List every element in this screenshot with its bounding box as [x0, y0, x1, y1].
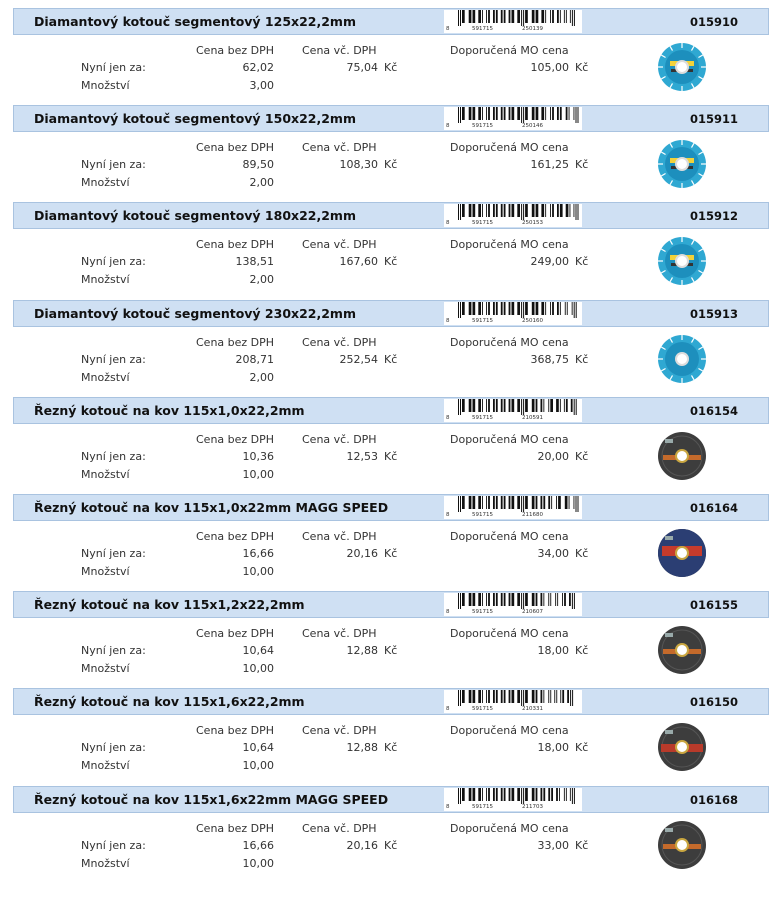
product-header: [13, 688, 769, 715]
product-item: [0, 486, 780, 583]
currency-label: Kč: [575, 255, 589, 269]
currency-label: Kč: [384, 61, 398, 74]
currency-label: Kč: [575, 644, 589, 658]
barcode-bars: [444, 496, 582, 512]
barcode-digits-left: 591715: [472, 512, 493, 518]
product-code: 016164: [689, 501, 738, 515]
barcode-bars: [444, 399, 582, 415]
now-only-label: Nyní jen za:: [81, 449, 146, 463]
product-image: [657, 139, 707, 189]
recommended-price-value: 105,00: [530, 61, 569, 74]
price-no-vat-value: 16,66: [242, 547, 274, 560]
price-vat-header: Cena vč. DPH: [302, 335, 377, 349]
price-vat-value: 75,04: [346, 61, 378, 74]
quantity-label: Množství: [81, 79, 130, 92]
price-no-vat-header: Cena bez DPH: [196, 238, 275, 252]
currency-label: Kč: [384, 352, 398, 366]
product-item: [0, 778, 780, 875]
barcode-digit-prefix: 8: [446, 26, 450, 32]
product-code: 015911: [689, 112, 738, 127]
product-item: [0, 0, 780, 97]
price-no-vat-value: 10,64: [242, 644, 274, 658]
barcode-digits-left: 591715: [472, 26, 493, 32]
recommended-price-value: 161,25: [530, 158, 569, 172]
product-header: [13, 105, 769, 132]
recommended-price-value: 249,00: [530, 255, 569, 269]
barcode-image: [444, 302, 582, 325]
barcode-digits-right: 211680: [522, 512, 543, 518]
barcode-digits-left: 591715: [472, 220, 493, 227]
recommended-price-header: Doporučená MO cena: [450, 238, 569, 252]
barcode-digit-prefix: 8: [446, 317, 450, 324]
product-header: [13, 494, 769, 521]
barcode-image: [444, 399, 582, 422]
quantity-value: 10,00: [242, 759, 274, 773]
price-vat-value: 20,16: [346, 547, 378, 560]
product-title: Řezný kotouč na kov 115x1,6x22,2mm: [34, 694, 305, 710]
barcode-image: [444, 593, 582, 616]
currency-label: Kč: [575, 547, 589, 560]
currency-label: Kč: [384, 644, 398, 658]
barcode-digits-left: 591715: [472, 803, 493, 810]
barcode-bars: [444, 690, 582, 706]
product-image: [657, 42, 707, 92]
now-only-label: Nyní jen za:: [81, 255, 146, 269]
currency-label: Kč: [575, 61, 589, 74]
price-no-vat-value: 208,71: [235, 352, 274, 366]
currency-label: Kč: [575, 838, 589, 852]
quantity-value: 10,00: [242, 662, 274, 676]
now-only-label: Nyní jen za:: [81, 158, 146, 172]
quantity-label: Množství: [81, 662, 130, 676]
now-only-label: Nyní jen za:: [81, 838, 146, 852]
price-vat-value: 12,53: [346, 449, 378, 463]
price-vat-value: 252,54: [339, 352, 378, 366]
product-image: [657, 820, 707, 870]
quantity-value: 10,00: [242, 565, 274, 578]
recommended-price-header: Doporučená MO cena: [450, 432, 569, 446]
quantity-label: Množství: [81, 370, 130, 384]
product-code: 016168: [689, 792, 738, 807]
price-vat-header: Cena vč. DPH: [302, 821, 377, 835]
currency-label: Kč: [575, 741, 589, 755]
price-no-vat-header: Cena bez DPH: [196, 821, 275, 835]
recommended-price-value: 18,00: [537, 644, 569, 658]
quantity-label: Množství: [81, 273, 130, 287]
price-no-vat-header: Cena bez DPH: [196, 432, 275, 446]
price-no-vat-header: Cena bez DPH: [196, 627, 275, 641]
barcode-digits-right: 250139: [522, 26, 543, 32]
barcode-digits-right: 210331: [522, 706, 543, 713]
barcode-bars: [444, 107, 582, 123]
barcode-digits-left: 591715: [472, 317, 493, 324]
product-item: [0, 194, 780, 291]
price-vat-value: 20,16: [346, 838, 378, 852]
recommended-price-header: Doporučená MO cena: [450, 141, 569, 155]
product-title: Diamantový kotouč segmentový 125x22,2mm: [34, 14, 356, 29]
recommended-price-header: Doporučená MO cena: [450, 335, 569, 349]
quantity-label: Množství: [81, 856, 130, 870]
barcode-bars: [444, 10, 582, 26]
product-header: [13, 591, 769, 618]
currency-label: Kč: [384, 741, 398, 755]
barcode-digits-right: 210607: [522, 609, 543, 616]
price-vat-header: Cena vč. DPH: [302, 432, 377, 446]
product-item: [0, 292, 780, 389]
now-only-label: Nyní jen za:: [81, 352, 146, 366]
product-code: 015913: [689, 306, 738, 321]
currency-label: Kč: [575, 449, 589, 463]
product-code: 016150: [689, 695, 738, 710]
barcode-image: [444, 690, 582, 713]
currency-label: Kč: [575, 352, 589, 366]
barcode-image: [444, 496, 582, 519]
barcode-digits-left: 591715: [472, 609, 493, 616]
quantity-value: 10,00: [242, 467, 274, 481]
recommended-price-header: Doporučená MO cena: [450, 530, 569, 543]
product-item: [0, 583, 780, 680]
price-no-vat-header: Cena bez DPH: [196, 530, 275, 543]
price-vat-value: 12,88: [346, 644, 378, 658]
barcode-image: [444, 788, 582, 811]
quantity-value: 10,00: [242, 856, 274, 870]
price-no-vat-value: 89,50: [242, 158, 274, 172]
product-image: [657, 431, 707, 481]
currency-label: Kč: [384, 547, 398, 560]
price-no-vat-value: 10,36: [242, 449, 274, 463]
recommended-price-header: Doporučená MO cena: [450, 44, 569, 57]
price-vat-header: Cena vč. DPH: [302, 141, 377, 155]
price-vat-value: 108,30: [339, 158, 378, 172]
quantity-value: 2,00: [249, 176, 274, 190]
barcode-digits-left: 591715: [472, 414, 493, 421]
price-no-vat-header: Cena bez DPH: [196, 44, 275, 57]
recommended-price-header: Doporučená MO cena: [450, 821, 569, 835]
product-title: Řezný kotouč na kov 115x1,6x22mm MAGG SPEED: [34, 791, 389, 807]
now-only-label: Nyní jen za:: [81, 61, 146, 74]
recommended-price-value: 33,00: [537, 838, 569, 852]
recommended-price-header: Doporučená MO cena: [450, 627, 569, 641]
barcode-bars: [444, 302, 582, 318]
product-item: [0, 389, 780, 486]
barcode-image: [444, 10, 582, 33]
product-title: Řezný kotouč na kov 115x1,0x22mm MAGG SPEED: [34, 500, 389, 515]
barcode-digits-left: 591715: [472, 123, 493, 130]
quantity-value: 2,00: [249, 370, 274, 384]
product-title: Řezný kotouč na kov 115x1,2x22,2mm: [34, 597, 305, 613]
product-code: 016154: [689, 403, 738, 418]
price-no-vat-header: Cena bez DPH: [196, 141, 275, 155]
recommended-price-value: 34,00: [537, 547, 569, 560]
quantity-label: Množství: [81, 565, 130, 578]
barcode-digits-right: 210591: [522, 414, 543, 421]
barcode-digit-prefix: 8: [446, 609, 450, 616]
currency-label: Kč: [384, 255, 398, 269]
product-code: 015910: [689, 15, 738, 29]
price-no-vat-value: 16,66: [242, 838, 274, 852]
product-title: Diamantový kotouč segmentový 180x22,2mm: [34, 208, 356, 224]
currency-label: Kč: [384, 838, 398, 852]
product-header: [13, 202, 769, 229]
barcode-bars: [444, 204, 582, 220]
barcode-digits-right: 250153: [522, 220, 543, 227]
barcode-digits-right: 250160: [522, 317, 543, 324]
barcode-digit-prefix: 8: [446, 123, 450, 130]
barcode-digits-right: 211703: [522, 803, 543, 810]
product-header: [13, 786, 769, 813]
currency-label: Kč: [384, 449, 398, 463]
now-only-label: Nyní jen za:: [81, 547, 146, 560]
barcode-bars: [444, 788, 582, 804]
product-header: [13, 8, 769, 35]
barcode-digit-prefix: 8: [446, 803, 450, 810]
price-no-vat-header: Cena bez DPH: [196, 335, 275, 349]
barcode-image: [444, 204, 582, 227]
product-image: [657, 334, 707, 384]
product-title: Diamantový kotouč segmentový 150x22,2mm: [34, 111, 356, 127]
price-vat-value: 12,88: [346, 741, 378, 755]
barcode-digit-prefix: 8: [446, 220, 450, 227]
product-image: [657, 722, 707, 772]
product-image: [657, 625, 707, 675]
barcode-bars: [444, 593, 582, 609]
quantity-label: Množství: [81, 176, 130, 190]
price-vat-header: Cena vč. DPH: [302, 44, 377, 57]
currency-label: Kč: [384, 158, 398, 172]
quantity-label: Množství: [81, 467, 130, 481]
product-code: 015912: [689, 209, 738, 224]
product-title: Řezný kotouč na kov 115x1,0x22,2mm: [34, 402, 305, 418]
product-image: [657, 236, 707, 286]
recommended-price-header: Doporučená MO cena: [450, 724, 569, 738]
product-code: 016155: [689, 598, 738, 613]
price-vat-header: Cena vč. DPH: [302, 530, 377, 543]
product-item: [0, 680, 780, 777]
price-no-vat-value: 10,64: [242, 741, 274, 755]
quantity-value: 2,00: [249, 273, 274, 287]
product-header: [13, 300, 769, 327]
product-image: [657, 528, 707, 578]
recommended-price-value: 18,00: [537, 741, 569, 755]
product-title: Diamantový kotouč segmentový 230x22,2mm: [34, 305, 356, 321]
quantity-value: 3,00: [249, 79, 274, 92]
price-no-vat-value: 62,02: [242, 61, 274, 74]
product-item: [0, 97, 780, 194]
barcode-digit-prefix: 8: [446, 414, 450, 421]
currency-label: Kč: [575, 158, 589, 172]
price-no-vat-value: 138,51: [235, 255, 274, 269]
recommended-price-value: 368,75: [530, 352, 569, 366]
price-vat-value: 167,60: [339, 255, 378, 269]
barcode-digit-prefix: 8: [446, 706, 450, 713]
barcode-image: [444, 107, 582, 130]
now-only-label: Nyní jen za:: [81, 741, 146, 755]
price-vat-header: Cena vč. DPH: [302, 627, 377, 641]
quantity-label: Množství: [81, 759, 130, 773]
barcode-digits-right: 250146: [522, 123, 543, 130]
product-header: [13, 397, 769, 424]
recommended-price-value: 20,00: [537, 449, 569, 463]
price-no-vat-header: Cena bez DPH: [196, 724, 275, 738]
barcode-digit-prefix: 8: [446, 512, 450, 518]
price-vat-header: Cena vč. DPH: [302, 724, 377, 738]
barcode-digits-left: 591715: [472, 706, 493, 713]
price-vat-header: Cena vč. DPH: [302, 238, 377, 252]
now-only-label: Nyní jen za:: [81, 644, 146, 658]
